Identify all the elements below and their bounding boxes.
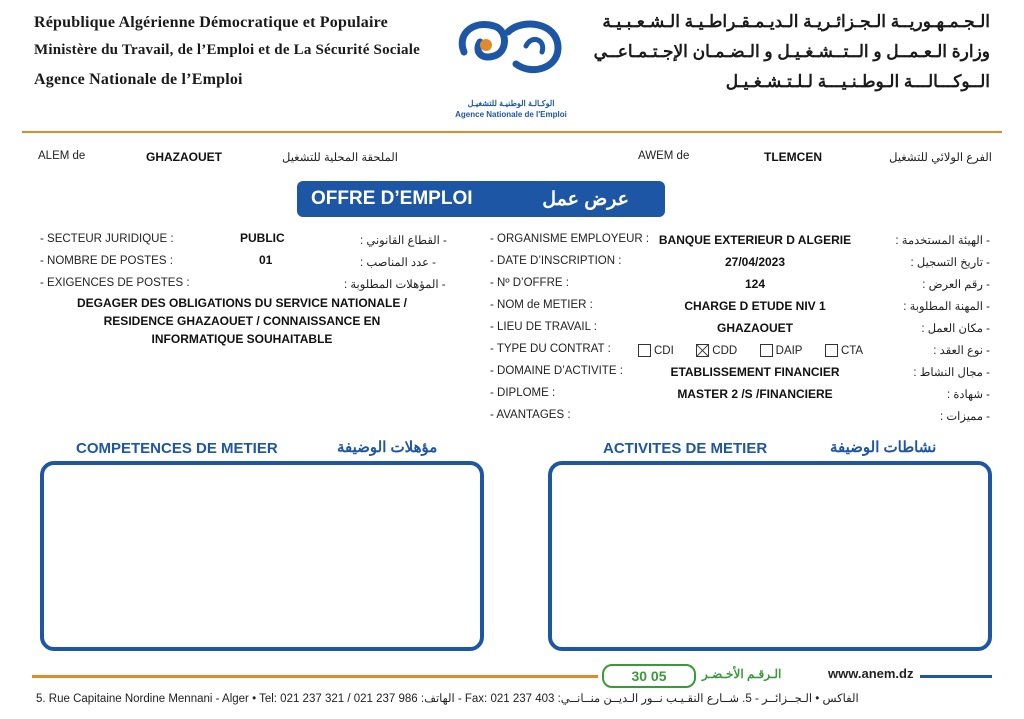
exigences-line3: INFORMATIQUE SOUHAITABLE <box>151 332 333 346</box>
awem-ar: الفرع الولائي للتشغيل <box>889 152 992 164</box>
domaine-value: ETABLISSEMENT FINANCIER <box>670 365 840 379</box>
footer-address: 5. Rue Capitaine Nordine Mennani - Alger • Tel: 021 237 321 / 021 237 986 :الهاتف - Fax: 021 237 403 :الفاكس • الـجــزائــر - 5. شــارع النقـيـب نــور الـديــن منــانــي <box>36 693 859 705</box>
organisme-label: - ORGANISME EMPLOYEUR : <box>490 233 650 245</box>
activites-box[interactable] <box>548 461 992 651</box>
cdd-label: CDD <box>712 344 738 357</box>
row-domaine <box>490 365 990 387</box>
date-value: 27/04/2023 <box>724 255 786 269</box>
domaine-label: - DOMAINE D’ACTIVITE : <box>490 365 623 377</box>
lieu-value: GHAZAOUET <box>717 321 793 335</box>
header-fr-line2: Ministère du Travail, de l’Emploi et de La Sécurité Sociale <box>34 42 420 58</box>
footer-blue-line <box>920 675 992 678</box>
activites-title: ACTIVITES DE METIER <box>603 440 768 457</box>
cdi-checkbox[interactable] <box>638 344 651 357</box>
competences-title-ar: مؤهلات الوضيفة <box>337 439 438 456</box>
diplome-label: - DIPLOME : <box>490 387 556 399</box>
secteur-label: - SECTEUR JURIDIQUE : <box>40 233 174 245</box>
cta-checkbox[interactable] <box>825 344 838 357</box>
lieu-ar: - مكان العمل : <box>921 323 990 335</box>
domaine-ar: - مجال النشاط : <box>913 367 990 379</box>
exigences-line2: RESIDENCE GHAZAOUET / CONNAISSANCE EN <box>103 314 381 328</box>
website-link[interactable]: www.anem.dz <box>828 666 914 681</box>
avantages-ar: - مميزات : <box>939 411 990 423</box>
contract-options <box>638 342 863 360</box>
cta-label: CTA <box>840 344 864 357</box>
header-fr-line1: République Algérienne Démocratique et Populaire <box>34 14 388 31</box>
row-lieu <box>490 321 990 343</box>
metier-ar: - المهنة المطلوبة : <box>903 301 990 313</box>
daip-checkbox[interactable] <box>760 344 773 357</box>
offer-banner <box>297 181 665 217</box>
date-label: - DATE D’INSCRIPTION : <box>490 255 622 267</box>
header-divider <box>22 131 1002 133</box>
row-date <box>490 255 990 277</box>
organisme-value: BANQUE EXTERIEUR D ALGERIE <box>658 233 852 247</box>
cdd-checkbox[interactable] <box>696 344 709 357</box>
organisme-ar: - الهيئة المستخدمة : <box>895 235 990 247</box>
header-ar-line2: وزارة الـعـمــل و الــتــشـغـيـل و الـضـمـان الإجـتـمـاعــي <box>593 42 990 61</box>
awem-value: TLEMCEN <box>764 150 822 164</box>
offre-ar: - رقم العرض : <box>922 279 990 291</box>
competences-title: COMPETENCES DE METIER <box>76 440 278 457</box>
offer-details <box>490 233 990 431</box>
metier-label: - NOM de METIER : <box>490 299 593 311</box>
alem-value: GHAZAOUET <box>146 150 222 164</box>
postes-value: 01 <box>259 253 273 267</box>
exigences-ar: - المؤهلات المطلوبة : <box>344 279 446 291</box>
secteur-ar: - القطاع القانوني : <box>360 235 447 247</box>
awem-label: AWEM de <box>638 150 690 162</box>
exigences-line1: DEGAGER DES OBLIGATIONS DU SERVICE NATIONALE / <box>76 296 408 310</box>
row-contrat <box>490 343 990 365</box>
header-fr-line3: Agence Nationale de l’Emploi <box>34 71 243 88</box>
metier-value: CHARGE D ETUDE NIV 1 <box>684 299 826 313</box>
logo-ar-text: الوكـالـة الوطنيـة للتشغيـل <box>467 99 555 108</box>
green-number-block <box>602 664 814 686</box>
banner-fr: OFFRE D’EMPLOI <box>311 188 473 209</box>
diplome-ar: - شهادة : <box>946 389 990 401</box>
banner-ar: عرض عمل <box>542 189 629 210</box>
offre-value: 124 <box>744 277 766 291</box>
logo-fr-text: Agence Nationale de l'Emploi <box>455 110 567 119</box>
anem-logo-mark <box>446 12 576 92</box>
header-ar-line3: الــوكـــالـــة الـوطـنـيـــة لـلـتـشـغـيـل <box>725 72 990 91</box>
contrat-ar: - نوع العقد : <box>933 345 990 357</box>
row-offre <box>490 277 990 299</box>
green-number: 30 05 <box>602 664 696 688</box>
row-organisme <box>490 233 990 255</box>
alem-label: ALEM de <box>38 150 86 162</box>
anem-logo <box>446 12 576 122</box>
activites-title-ar: نشاطات الوضيفة <box>830 439 937 456</box>
activites-text <box>552 465 988 485</box>
row-diplome <box>490 387 990 409</box>
avantages-label: - AVANTAGES : <box>490 409 571 421</box>
cdi-label: CDI <box>654 344 674 357</box>
diplome-value: MASTER 2 /S /FINANCIERE <box>677 387 833 401</box>
footer-orange-line <box>32 675 598 678</box>
offre-label: - Nº D’OFFRE : <box>490 277 569 289</box>
exigences-label: - EXIGENCES DE POSTES : <box>40 277 190 289</box>
row-avantages <box>490 409 990 431</box>
postes-ar: - عدد المناصب : <box>360 257 437 269</box>
header-ar-line1: الـجـمـهـوريــة الـجـزائـريـة الـديـمـقـراطـيـة الـشـعـبـيـة <box>602 12 990 31</box>
contrat-label: - TYPE DU CONTRAT : <box>490 343 611 355</box>
date-ar: - تاريخ التسجيل : <box>910 257 990 269</box>
competences-text <box>44 465 480 485</box>
alem-ar: الملحقة المحلية للتشغيل <box>282 152 398 164</box>
competences-box[interactable] <box>40 461 484 651</box>
row-metier <box>490 299 990 321</box>
green-number-ar: الـرقـم الأخـضـر <box>702 667 782 681</box>
secteur-value: PUBLIC <box>240 231 285 245</box>
postes-label: - NOMBRE DE POSTES : <box>40 255 173 267</box>
lieu-label: - LIEU DE TRAVAIL : <box>490 321 597 333</box>
daip-label: DAIP <box>775 344 803 357</box>
